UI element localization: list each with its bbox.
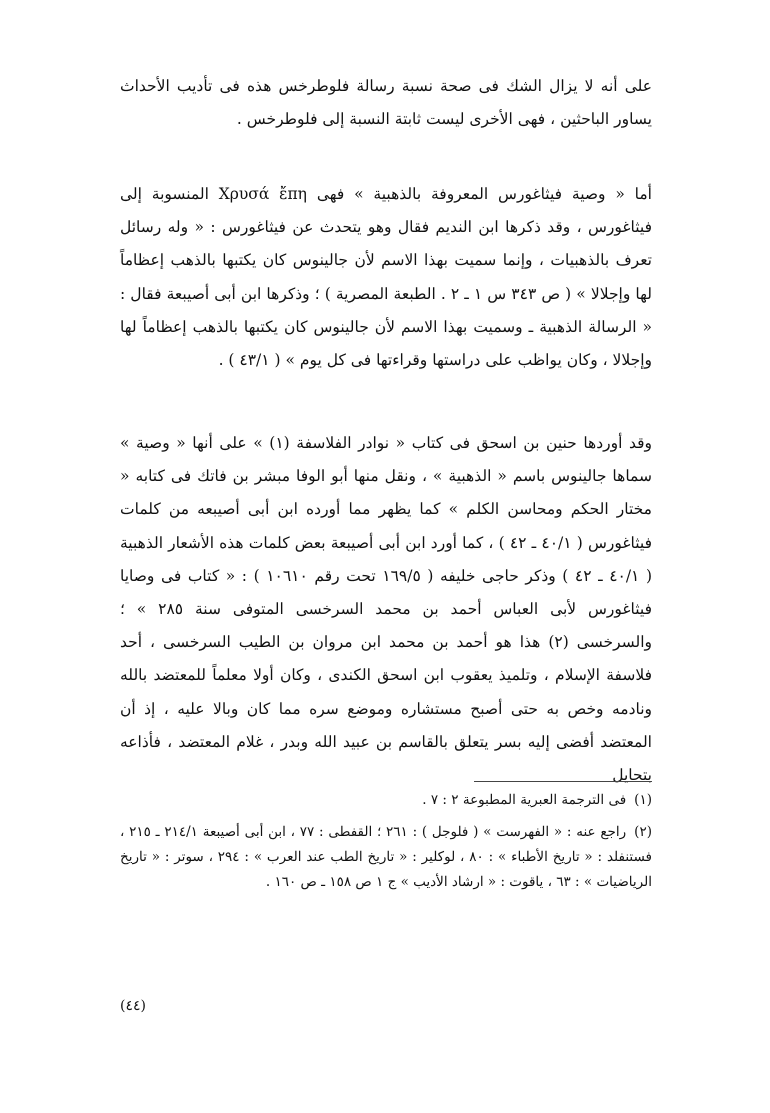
body-paragraph-1: على أنه لا يزال الشك فى صحة نسبة رسالة فلوطرخس هذه فى تأديب الأحداث يساور الباحثين ، فهى الأخرى ليست ثابتة النسبة إلى فلوطرخس . [120,77,652,129]
body-paragraph-3: وقد أوردها حنين بن اسحق فى كتاب « نوادر الفلاسفة (١) » على أنها « وصية » سماها جالينوس باسم « الذهبية » ، ونقل منها أبو الوفا مبشر بن فاتك فى كتابه « مختار الحكم ومحاسن الكلم » كما يظهر مما أورده ابن أبى أصيبعه من كلمات فيثاغورس ( ٤٠/١ ـ ٤٢ ) ، كما أورد ابن أبى أصيبعة بعض كلمات هذه الأشعار الذهبية ( ٤٠/١ ـ ٤٢ ) وذكر حاجى خليفه ( ١٦٩/٥ تحت رقم ١٠٦١٠ ) : « كتاب فى وصايا فيثاغورس لأبى العباس أحمد بن محمد السرخسى المتوفى سنة ٢٨٥ » ؛ والسرخسى (٢) هذا هو أحمد بن محمد ابن مروان بن الطيب السرخسى ، أحد فلاسفة الإسلام ، وتلميذ يعقوب ابن اسحق الكندى ، وكان أولا معلماً للمعتضد بالله ونادمه وخص به حتى أصبح مستشاره وموضع سره مما كان وبالا عليه ، إذ أن المعتضد أفضى إليه بسر يتعلق بالقاسم بن عبيد الله وبدر ، غلام المعتضد ، فأذاعه بتحايل [120,434,653,785]
footnote-2-text: راجع عنه : « الفهرست » ( فلوجل ) : ٢٦١ ؛ القفطى : ٧٧ ، ابن أبى أصيبعة ٢١٤/١ ـ ٢١٥ ، فستنفلد : « تاريخ الأطباء » : ٨٠ ، لوكلير : « تاريخ الطب عند العرب » : ٢٩٤ ، سوتر : « تاريخ الرياضيات » : ٦٣ ، ياقوت : « ارشاد الأديب » ج ١ ص ١٥٨ ـ ص ١٦٠ . [120,824,652,890]
footnote-1 [120,788,652,813]
body-paragraph-2: أما « وصية فيثاغورس المعروفة بالذهبية » فهى Χρυσά ἔπη المنسوبة إلى فيثاغورس ، وقد ذكرها ابن النديم فقال وهو يتحدث عن فيثاغورس : « وله رسائل تعرف بالذهبيات ، وإنما سميت بهذا الاسم لأن جالينوس كان يكتبها بالذهب إعظاماً لها وإجلالا » ( ص ٣٤٣ س ١ ـ ٢ . الطبعة المصرية ) ؛ وذكرها ابن أبى أصيبعة فقال : « الرسالة الذهبية ـ وسميت بهذا الاسم لأن جالينوس كان يكتبها بالذهب إعظاماً لها وإجلالا ، وكان يواظب على دراستها وقراءتها فى كل يوم » ( ٤٣/١ ) . [120,185,652,370]
footnote-separator [474,781,652,782]
page-number: (٤٤) [120,998,146,1014]
footnote-1-number: (١) [634,792,652,808]
footnote-1-text: فى الترجمة العبرية المطبوعة ٢ : ٧ . [422,792,627,808]
footnote-2 [120,820,652,895]
footnote-2-number: (٢) [634,824,652,840]
